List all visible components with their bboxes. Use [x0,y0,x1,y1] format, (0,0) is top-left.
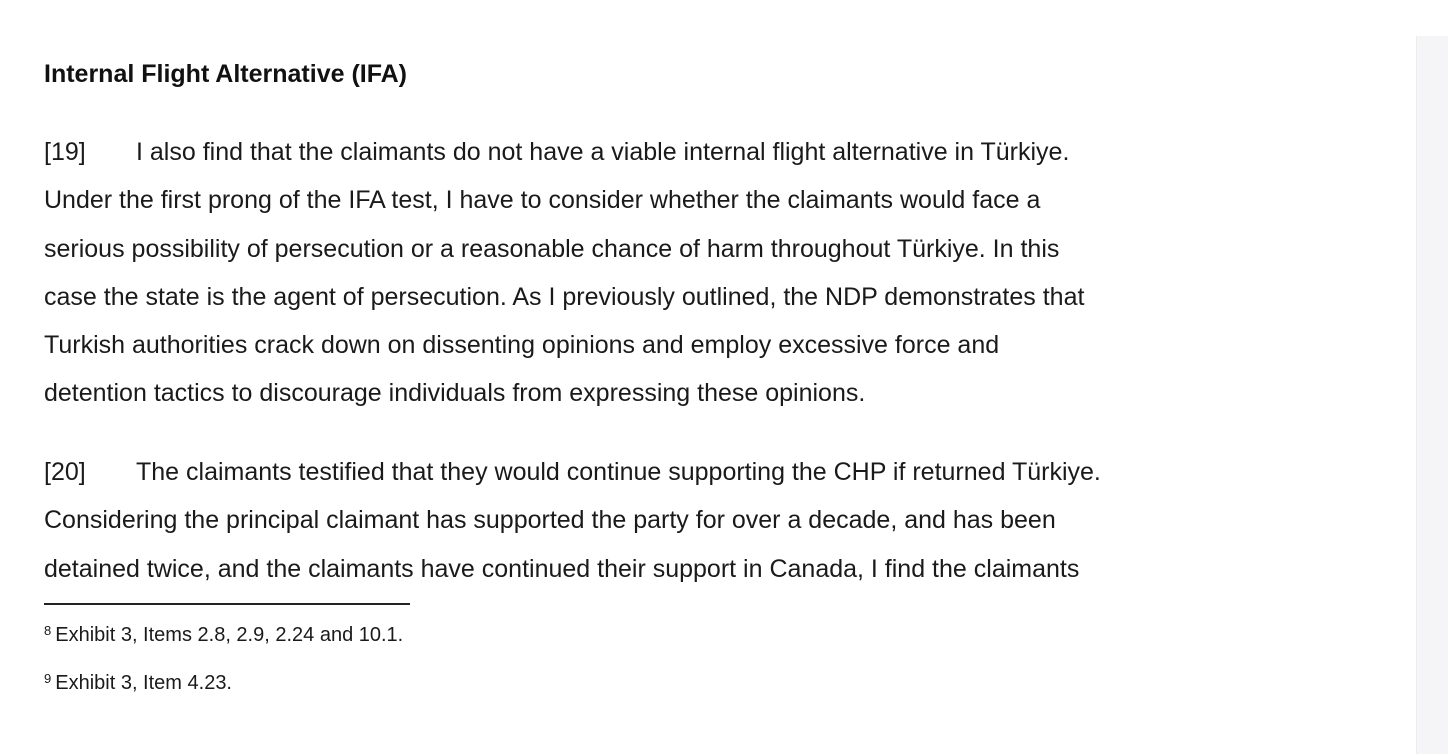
paragraph-line: detention tactics to discourage individuals from expressing these opinions. [44,379,866,408]
paragraph-line: Turkish authorities crack down on dissenting opinions and employ excessive force and [44,331,1000,360]
paragraph-19 [44,128,1084,418]
paragraph-text: The claimants testified that they would continue supporting the CHP if returned Türkiye. [136,458,1101,486]
footnote-9 [44,666,232,696]
paragraph-line: Under the first prong of the IFA test, I have to consider whether the claimants would face a [44,186,1041,215]
section-heading: Internal Flight Alternative (IFA) [44,60,407,88]
paragraph-line: Considering the principal claimant has supported the party for over a decade, and has been [44,506,1056,535]
paragraph-line: serious possibility of persecution or a reasonable chance of harm throughout Türkiye. In this [44,234,1060,263]
footnote-marker: 9 [44,671,52,686]
paragraph-number: [20] [44,458,86,486]
paragraph-line: case the state is the agent of persecution. As I previously outlined, the NDP demonstrates that [44,282,1085,311]
footnote-text: Exhibit 3, Item 4.23. [55,672,232,694]
footnote-8 [44,618,403,648]
footnote-separator [44,603,410,605]
scrollbar-track[interactable] [1416,36,1448,754]
footnote-text: Exhibit 3, Items 2.8, 2.9, 2.24 and 10.1. [55,624,404,646]
footnote-marker: 8 [44,623,52,638]
paragraph-text: I also find that the claimants do not have a viable internal flight alternative in Türkiye. [136,138,1070,166]
paragraph-number: [19] [44,138,86,166]
paragraph-20 [44,448,1101,593]
paragraph-line: detained twice, and the claimants have continued their support in Canada, I find the claimants [44,554,1080,583]
paragraph-line [44,448,1101,496]
paragraph-line [44,128,1084,176]
